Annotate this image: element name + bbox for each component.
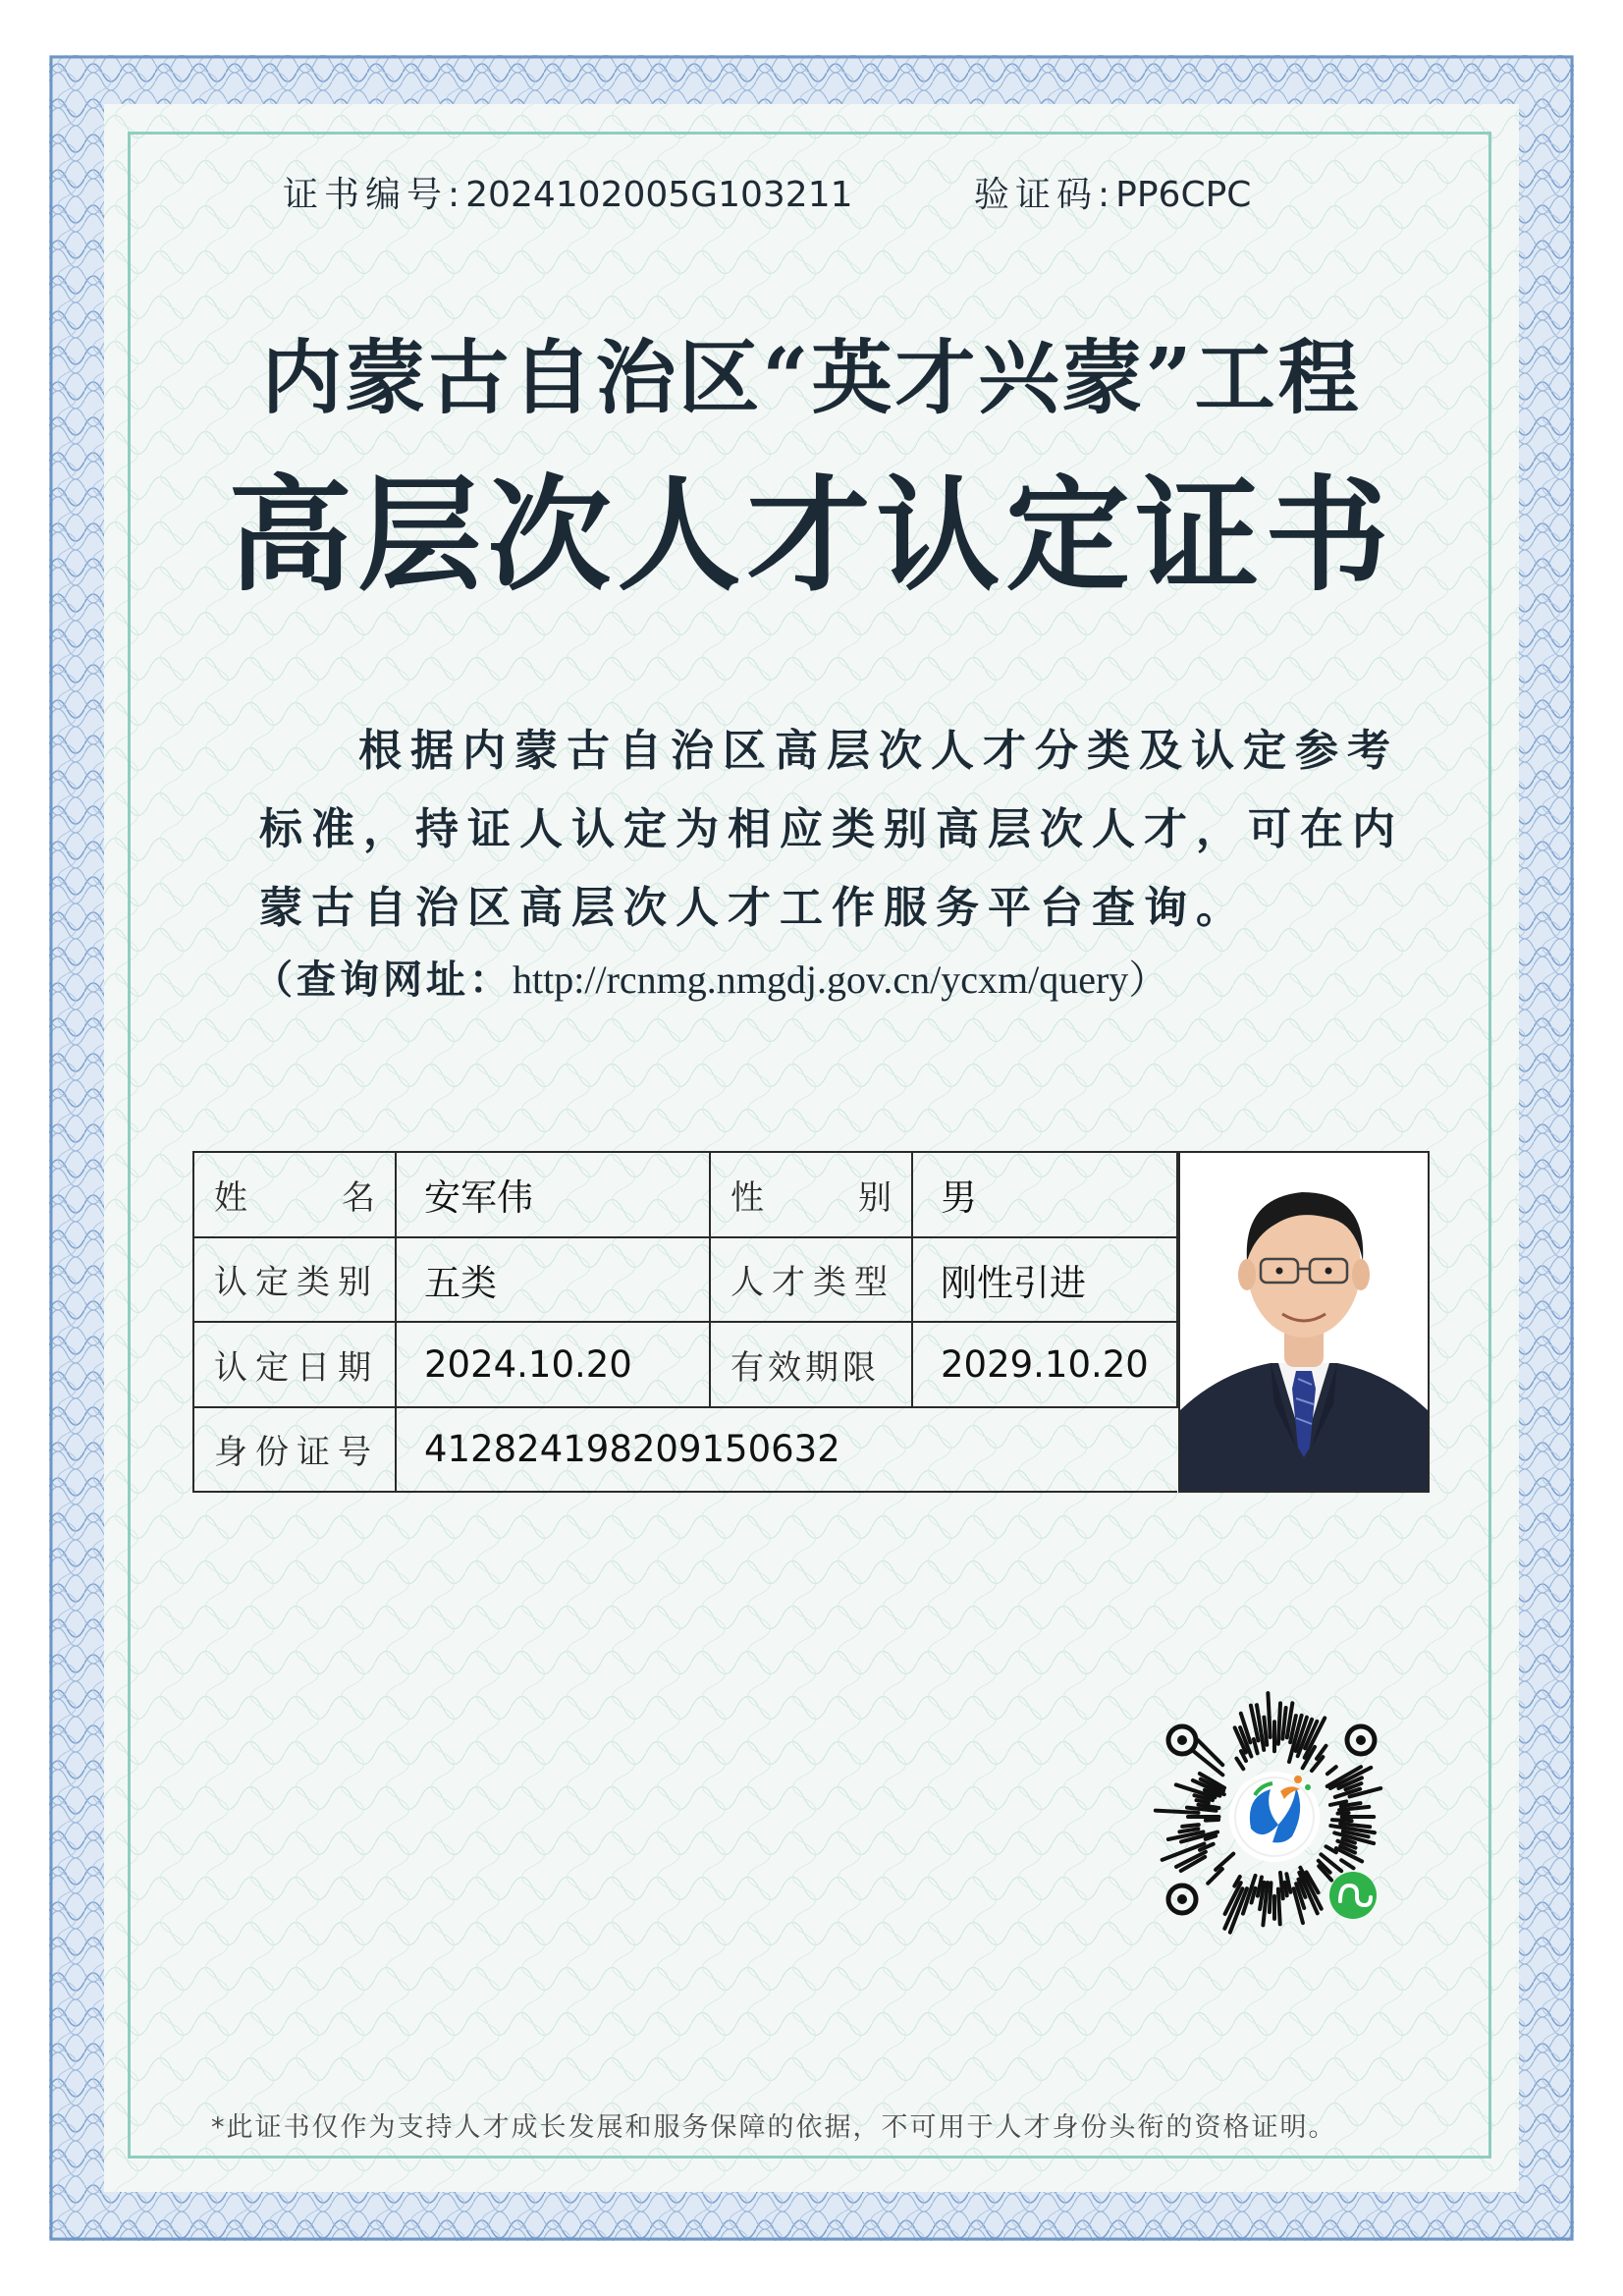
table-row	[193, 1407, 1177, 1493]
name-label	[193, 1152, 396, 1237]
verification-code	[974, 167, 1251, 217]
valid-until-label: 有效期限	[710, 1322, 912, 1407]
body-line-2: 标准，持证人认定为相应类别高层次人才，可在内	[259, 804, 1404, 854]
id-number-value: 412824198209150632	[396, 1407, 1177, 1493]
mini-program-code-icon[interactable]	[1139, 1681, 1410, 1952]
program-title: 内蒙古自治区“英才兴蒙”工程	[261, 331, 1362, 425]
qr-code-stroke	[1278, 1889, 1280, 1925]
qr-code-stroke	[1270, 1883, 1271, 1912]
disclaimer-note: *此证书仅作为支持人才成长发展和服务保障的依据，不可用于人才身份头衔的资格证明。	[211, 2112, 1337, 2143]
talent-type-value: 刚性引进	[912, 1237, 1177, 1323]
wechat-mini-program-icon	[1329, 1872, 1377, 1919]
name-label-char-2: 名	[342, 1177, 375, 1218]
gender-label-char-1: 性	[730, 1177, 764, 1218]
qr-code-stroke	[1216, 1854, 1233, 1870]
gender-value: 男	[912, 1152, 1177, 1237]
certificate-number-label: 证书编号:	[283, 175, 466, 215]
gender-label	[710, 1152, 912, 1237]
qr-code-stroke	[1268, 1693, 1270, 1737]
category-value: 五类	[396, 1237, 710, 1323]
date-value: 2024.10.20	[396, 1322, 710, 1407]
certificate-number-value: 2024102005G103211	[465, 175, 853, 215]
qr-code-stroke	[1285, 1883, 1287, 1895]
talent-type-label: 人才类型	[710, 1237, 912, 1323]
query-url-prefix: （查询网址：	[253, 957, 513, 1003]
portrait-photo	[1178, 1151, 1430, 1493]
qr-code-stroke	[1282, 1708, 1285, 1739]
verification-code-label: 验证码:	[974, 175, 1116, 215]
name-label-char-1: 姓	[214, 1177, 247, 1218]
valid-until-value: 2029.10.20	[912, 1322, 1177, 1407]
qr-code-stroke	[1332, 1820, 1352, 1821]
qr-code-stroke	[1341, 1860, 1353, 1868]
table-row	[193, 1322, 1177, 1407]
name-value: 安军伟	[396, 1152, 710, 1237]
query-url-suffix: ）	[1128, 957, 1168, 1002]
table-row	[193, 1237, 1177, 1323]
qr-code-stroke	[1327, 1767, 1336, 1774]
gender-label-char-2: 别	[858, 1177, 892, 1218]
category-label: 认定类别	[193, 1237, 396, 1323]
holder-info-table	[192, 1151, 1178, 1493]
query-url-line	[253, 949, 1167, 1005]
table-row	[193, 1152, 1177, 1237]
qr-code-stroke	[1206, 1820, 1218, 1821]
date-label: 认定日期	[193, 1322, 396, 1407]
certificate-number	[283, 167, 853, 217]
qr-code-stroke	[1179, 1829, 1198, 1831]
qr-code-stroke	[1280, 1873, 1283, 1898]
qr-code-stroke	[1198, 1740, 1222, 1765]
qr-code-stroke	[1156, 1811, 1199, 1813]
body-line-3: 蒙古自治区高层次人才工作服务平台查询。	[259, 883, 1248, 933]
verification-code-value: PP6CPC	[1115, 175, 1252, 215]
qr-code-stroke	[1182, 1825, 1199, 1827]
id-number-label: 身份证号	[193, 1407, 396, 1493]
qr-code-stroke	[1236, 1759, 1243, 1770]
qr-code-stroke	[1264, 1718, 1267, 1745]
portrait-illustration	[1180, 1153, 1428, 1491]
qr-code-stroke	[1257, 1705, 1264, 1750]
query-url[interactable]: http://rcnmg.nmgdj.gov.cn/ycxm/query	[513, 957, 1129, 1002]
qr-code-stroke	[1338, 1813, 1349, 1814]
certificate-title: 高层次人才认定证书	[228, 464, 1395, 608]
body-line-1: 根据内蒙古自治区高层次人才分类及认定参考	[358, 726, 1399, 776]
qr-code-stroke	[1278, 1703, 1280, 1743]
